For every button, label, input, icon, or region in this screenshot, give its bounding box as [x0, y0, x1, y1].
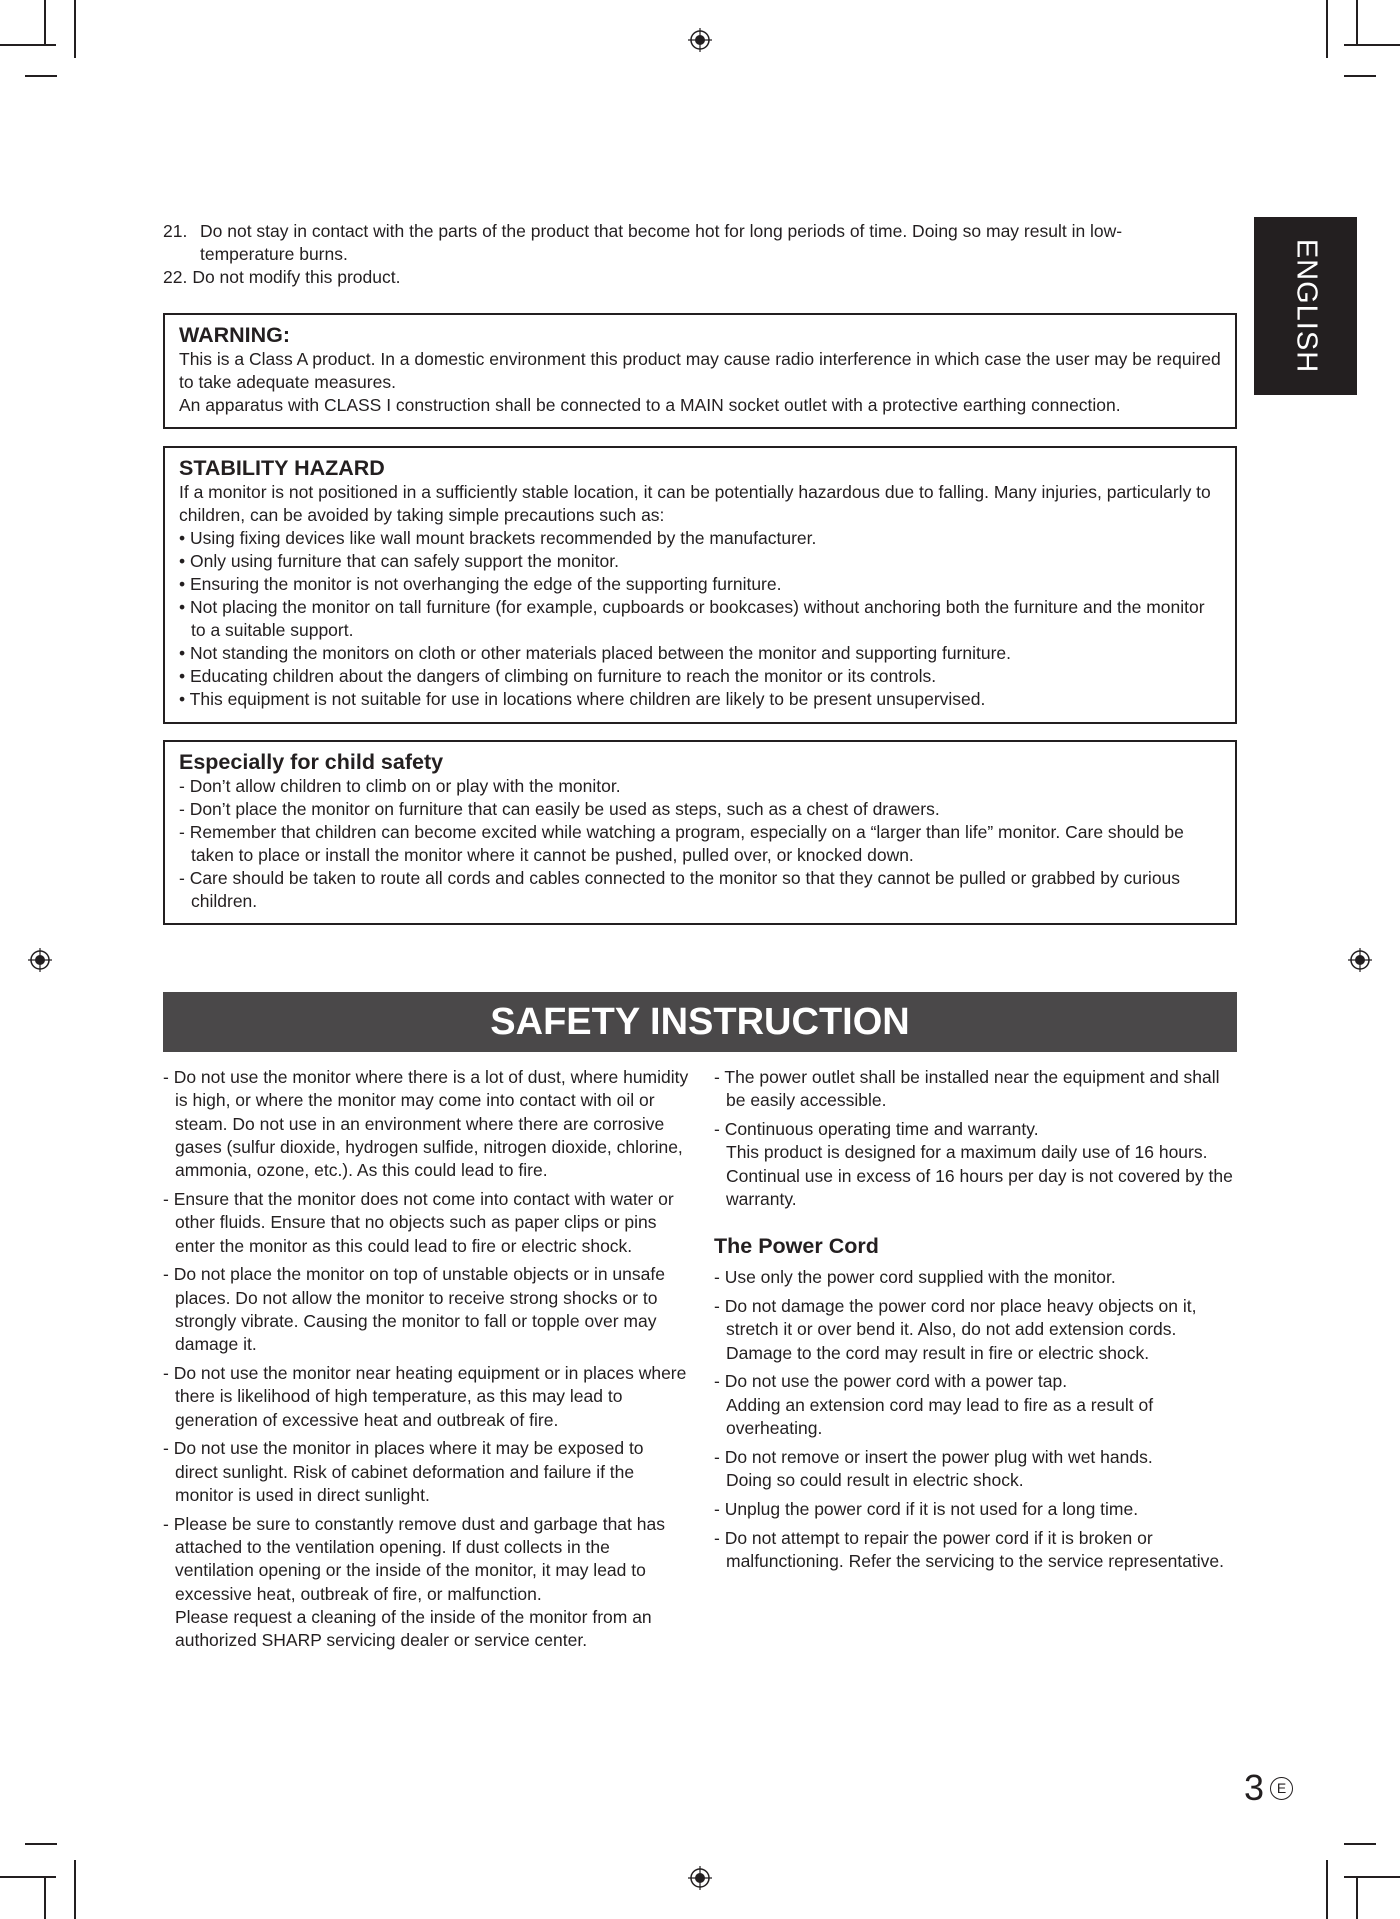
stability-title: STABILITY HAZARD — [179, 456, 385, 480]
language-tab-label: ENGLISH — [1290, 238, 1322, 374]
item-text: - Unplug the power cord if it is not used for a long time. — [714, 1498, 1139, 1519]
item-number: 22. — [163, 267, 188, 287]
page-number — [1244, 1768, 1293, 1808]
page-number-value: 3 — [1244, 1767, 1265, 1808]
item-number: 21. — [163, 221, 188, 241]
list-item: • Using fixing devices like wall mount brackets recommended by the manufacturer. — [179, 528, 817, 548]
item-text: - Do not use the monitor in places where it may be exposed to direct sunlight. Risk of cabinet deformation and failure if the monitor is used in direct sunlight. — [163, 1438, 644, 1506]
section-title: SAFETY INSTRUCTION — [490, 1000, 910, 1043]
stability-hazard-box — [163, 446, 1237, 724]
page-suffix-badge: E — [1270, 1777, 1293, 1800]
child-safety-box — [163, 740, 1237, 925]
item-text: - Ensure that the monitor does not come into contact with water or other fluids. Ensure that no objects such as paper clips or pins enter the monitor as this could lead to fire or electric shock. — [163, 1188, 674, 1256]
list-item: • Educating children about the dangers of climbing on furniture to reach the monitor or its controls. — [179, 666, 937, 686]
list-item — [163, 1513, 691, 1653]
list-item — [714, 1066, 1238, 1113]
list-item — [163, 220, 1243, 266]
list-item — [714, 1527, 1238, 1574]
numbered-list — [163, 220, 1243, 289]
item-text: - Do not damage the power cord nor place heavy objects on it, stretch it or over bend it. Also, do not add extension cords. Damage to the cord may result in fire or electric shock. — [714, 1296, 1197, 1363]
list-item — [714, 1266, 1238, 1289]
item-text: - Do not use the power cord with a power tap. — [714, 1371, 1068, 1392]
list-item — [714, 1118, 1238, 1211]
item-text: - Do not attempt to repair the power cord if it is broken or malfunctioning. Refer the servicing to the service representative. — [714, 1527, 1225, 1572]
item-text: - Continuous operating time and warranty. — [714, 1119, 1039, 1140]
list-item: • Not standing the monitors on cloth or other materials placed between the monitor and supporting furniture. — [179, 643, 1012, 663]
list-item — [714, 1370, 1238, 1440]
item-continuation: Doing so could result in electric shock. — [726, 1470, 1024, 1491]
stability-intro: If a monitor is not positioned in a sufficiently stable location, it can be potentially hazardous due to falling. Many injuries, particularly to children, can be avoided by taking simple precautions such as: — [179, 482, 1211, 525]
list-item: - Remember that children can become excited while watching a program, especially on a “larger than life” monitor. Care should be taken to place or install the monitor where it cannot be pushed, pulled over, or knocked down. — [179, 822, 1184, 865]
registration-mark-icon — [28, 948, 52, 972]
list-item: - Don’t place the monitor on furniture that can easily be used as steps, such as a chest of drawers. — [179, 799, 940, 819]
safety-list — [163, 1066, 691, 1653]
warning-paragraph: This is a Class A product. In a domestic environment this product may cause radio interference in which case the user may be required to take adequate measures. — [179, 349, 1221, 392]
warning-paragraph: An apparatus with CLASS I construction shall be connected to a MAIN socket outlet with a protective earthing connection. — [179, 395, 1121, 415]
left-column — [163, 1066, 691, 1658]
item-text: - Please be sure to constantly remove dust and garbage that has attached to the ventilation opening. If dust collects in the ventilation opening or the inside of the monitor, it may lead to excessive heat, outbreak of fire, or malfunction. — [163, 1513, 665, 1604]
list-item — [163, 266, 1243, 289]
list-item: - Don’t allow children to climb on or play with the monitor. — [179, 776, 621, 796]
language-tab — [1254, 217, 1357, 395]
list-item: - Care should be taken to route all cords and cables connected to the monitor so that they cannot be pulled or grabbed by curious children. — [179, 868, 1181, 911]
registration-mark-icon — [688, 28, 712, 52]
section-banner — [163, 992, 1237, 1052]
item-text: - Do not remove or insert the power plug with wet hands. — [714, 1446, 1153, 1467]
item-text: - Use only the power cord supplied with the monitor. — [714, 1267, 1116, 1288]
list-item — [714, 1446, 1238, 1493]
item-text: Do not stay in contact with the parts of the product that become hot for long periods of time. Doing so may result in low-temperature burns. — [200, 221, 1123, 264]
warning-box — [163, 313, 1237, 429]
registration-mark-icon — [1348, 948, 1372, 972]
list-item — [163, 1437, 691, 1507]
safety-list — [714, 1066, 1238, 1211]
power-cord-list — [714, 1266, 1238, 1573]
list-item: • Only using furniture that can safely support the monitor. — [179, 551, 619, 571]
item-text: - Do not use the monitor where there is a lot of dust, where humidity is high, or where the monitor may come into contact with oil or steam. Do not use in an environment where there are corrosive gases (sulfur dioxide, hydrogen sulfide, nitrogen dioxide, chlorine, ammonia, ozone, etc.). As this could lead to fire. — [163, 1067, 689, 1181]
child-safety-title: Especially for child safety — [179, 750, 444, 774]
list-item — [714, 1498, 1238, 1521]
list-item: • Ensuring the monitor is not overhanging the edge of the supporting furniture. — [179, 574, 782, 594]
item-text: - Do not place the monitor on top of unstable objects or in unsafe places. Do not allow the monitor to receive strong shocks or to strongly vibrate. Causing the monitor to fall or topple over may damage it. — [163, 1264, 665, 1355]
stability-bullet-list — [179, 527, 1223, 711]
item-text: Do not modify this product. — [192, 267, 401, 287]
power-cord-title: The Power Cord — [714, 1234, 879, 1259]
list-item — [163, 1362, 691, 1432]
list-item — [163, 1066, 691, 1182]
list-item: • This equipment is not suitable for use in locations where children are likely to be present unsupervised. — [179, 689, 986, 709]
item-continuation: This product is designed for a maximum daily use of 16 hours. Continual use in excess of 16 hours per day is not covered by the warranty. — [726, 1142, 1233, 1209]
item-text: - The power outlet shall be installed near the equipment and shall be easily accessible. — [714, 1067, 1220, 1111]
list-item — [714, 1295, 1238, 1365]
list-item — [163, 1263, 691, 1356]
item-continuation: Adding an extension cord may lead to fire as a result of overheating. — [726, 1394, 1154, 1439]
list-item: • Not placing the monitor on tall furniture (for example, cupboards or bookcases) without anchoring both the furniture and the monitor to a suitable support. — [179, 597, 1205, 640]
item-continuation: Please request a cleaning of the inside of the monitor from an authorized SHARP servicing dealer or service center. — [175, 1607, 652, 1651]
child-safety-list — [179, 775, 1223, 913]
right-column — [714, 1066, 1238, 1579]
registration-mark-icon — [688, 1866, 712, 1890]
warning-title: WARNING: — [179, 323, 291, 347]
item-text: - Do not use the monitor near heating equipment or in places where there is likelihood of high temperature, as this may lead to generation of excessive heat and outbreak of fire. — [163, 1363, 687, 1430]
list-item — [163, 1188, 691, 1258]
